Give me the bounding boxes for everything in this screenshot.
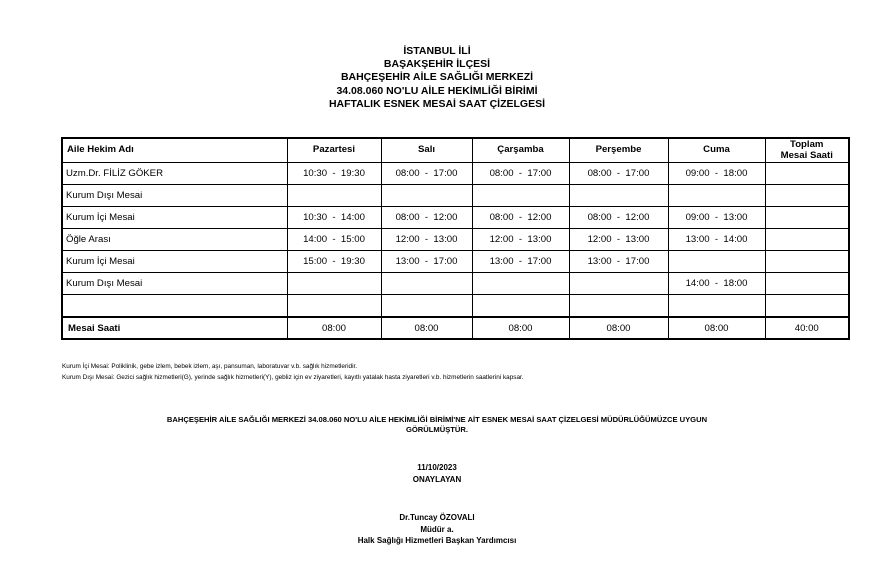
row-label: Kurum Dışı Mesai xyxy=(62,185,287,207)
row-label: Kurum İçi Mesai xyxy=(62,207,287,229)
cell-monday xyxy=(287,295,381,318)
cell-total xyxy=(765,251,849,273)
table-header-row xyxy=(62,138,849,163)
table-row xyxy=(62,295,849,318)
approval-date-block xyxy=(0,462,874,485)
cell-wednesday: 08:00 - 17:00 xyxy=(472,163,569,185)
column-header-tuesday: Salı xyxy=(381,138,472,163)
cell-monday xyxy=(287,273,381,295)
table-row xyxy=(62,273,849,295)
table-row xyxy=(62,163,849,185)
total-friday: 08:00 xyxy=(668,317,765,339)
total-row-label: Mesai Saati xyxy=(62,317,287,339)
table-row xyxy=(62,185,849,207)
total-total: 40:00 xyxy=(765,317,849,339)
table-body xyxy=(62,163,849,340)
column-header-wednesday: Çarşamba xyxy=(472,138,569,163)
cell-tuesday: 08:00 - 12:00 xyxy=(381,207,472,229)
total-monday: 08:00 xyxy=(287,317,381,339)
cell-wednesday xyxy=(472,185,569,207)
approver-role: ONAYLAYAN xyxy=(412,474,462,484)
column-header-total-hours xyxy=(765,138,849,163)
header-health-center: BAHÇEŞEHİR AİLE SAĞLIĞI MERKEZİ xyxy=(340,71,534,84)
cell-tuesday: 13:00 - 17:00 xyxy=(381,251,472,273)
cell-wednesday xyxy=(472,273,569,295)
row-label: Kurum İçi Mesai xyxy=(62,251,287,273)
cell-tuesday xyxy=(381,185,472,207)
signatory-title: Halk Sağlığı Hizmetleri Başkan Yardımcısı xyxy=(357,536,517,545)
column-header-friday: Cuma xyxy=(668,138,765,163)
row-label: Kurum Dışı Mesai xyxy=(62,273,287,295)
cell-friday: 14:00 - 18:00 xyxy=(668,273,765,295)
total-wednesday: 08:00 xyxy=(472,317,569,339)
approval-statement xyxy=(0,415,874,435)
column-header-thursday: Perşembe xyxy=(569,138,668,163)
footnote-internal-duty: Kurum İçi Mesai: Poliklinik, gebe izlem, bebek izlem, aşı, pansuman, laboratuvar v.b. sağlık hizmetleridir. xyxy=(62,363,358,370)
cell-friday: 09:00 - 13:00 xyxy=(668,207,765,229)
cell-thursday: 12:00 - 13:00 xyxy=(569,229,668,251)
approval-statement-line-1: BAHÇEŞEHİR AİLE SAĞLIĞI MERKEZİ 34.08.060 NO'LU AİLE HEKİMLİĞİ BİRİMİ'NE AİT ESNEK MESAİ SAAT ÇİZELGESİ MÜDÜRLÜĞÜMÜZCE UYGUN xyxy=(166,415,708,424)
signatory-on-behalf: Müdür a. xyxy=(420,524,454,534)
approval-date: 11/10/2023 xyxy=(417,463,457,472)
signatory-name: Dr.Tuncay ÖZOVALI xyxy=(399,513,475,522)
cell-monday: 10:30 - 19:30 xyxy=(287,163,381,185)
approval-statement-line-2: GÖRÜLMÜŞTÜR. xyxy=(405,425,468,434)
cell-total xyxy=(765,207,849,229)
row-label: Öğle Arası xyxy=(62,229,287,251)
cell-tuesday: 08:00 - 17:00 xyxy=(381,163,472,185)
total-hours-row xyxy=(62,317,849,339)
cell-total xyxy=(765,229,849,251)
cell-wednesday xyxy=(472,295,569,318)
cell-tuesday: 12:00 - 13:00 xyxy=(381,229,472,251)
footnotes xyxy=(62,361,524,383)
cell-friday xyxy=(668,251,765,273)
cell-monday xyxy=(287,185,381,207)
cell-friday: 13:00 - 14:00 xyxy=(668,229,765,251)
cell-friday: 09:00 - 18:00 xyxy=(668,163,765,185)
header-province: İSTANBUL İLİ xyxy=(403,45,471,57)
cell-thursday: 08:00 - 12:00 xyxy=(569,207,668,229)
cell-monday: 15:00 - 19:30 xyxy=(287,251,381,273)
weekly-schedule-table xyxy=(61,137,850,340)
cell-wednesday: 08:00 - 12:00 xyxy=(472,207,569,229)
row-label xyxy=(62,295,287,318)
cell-thursday: 08:00 - 17:00 xyxy=(569,163,668,185)
row-label: Uzm.Dr. FİLİZ GÖKER xyxy=(62,163,287,185)
cell-total xyxy=(765,295,849,318)
cell-wednesday: 12:00 - 13:00 xyxy=(472,229,569,251)
total-header-line-1: Toplam xyxy=(790,139,824,150)
cell-thursday: 13:00 - 17:00 xyxy=(569,251,668,273)
header-district: BAŞAKŞEHİR İLÇESİ xyxy=(383,58,491,71)
total-thursday: 08:00 xyxy=(569,317,668,339)
cell-monday: 14:00 - 15:00 xyxy=(287,229,381,251)
cell-thursday xyxy=(569,273,668,295)
header-unit: 34.08.060 NO'LU AİLE HEKİMLİĞİ BİRİMİ xyxy=(336,84,538,97)
column-header-monday: Pazartesi xyxy=(287,138,381,163)
cell-total xyxy=(765,163,849,185)
cell-thursday xyxy=(569,295,668,318)
table-row xyxy=(62,229,849,251)
signatory-block xyxy=(0,512,874,547)
total-tuesday: 08:00 xyxy=(381,317,472,339)
column-header-physician: Aile Hekim Adı xyxy=(62,138,287,163)
footnote-external-duty: Kurum Dışı Mesai: Gezici sağlık hizmetleri(G), yerinde sağlık hizmetleri(Y), gebliz için ev ziyaretleri, kayıtlı yatalak hasta ziyaretleri v.b. hizmetlerin saatlerini kapsar. xyxy=(62,374,524,381)
cell-friday xyxy=(668,295,765,318)
header-schedule-title: HAFTALIK ESNEK MESAİ SAAT ÇİZELGESİ xyxy=(328,97,546,110)
cell-total xyxy=(765,185,849,207)
cell-total xyxy=(765,273,849,295)
cell-tuesday xyxy=(381,295,472,318)
cell-wednesday: 13:00 - 17:00 xyxy=(472,251,569,273)
document-header xyxy=(0,45,874,111)
cell-friday xyxy=(668,185,765,207)
table-row xyxy=(62,251,849,273)
table-row xyxy=(62,207,849,229)
cell-tuesday xyxy=(381,273,472,295)
total-header-line-2: Mesai Saati xyxy=(780,149,833,161)
cell-monday: 10:30 - 14:00 xyxy=(287,207,381,229)
cell-thursday xyxy=(569,185,668,207)
